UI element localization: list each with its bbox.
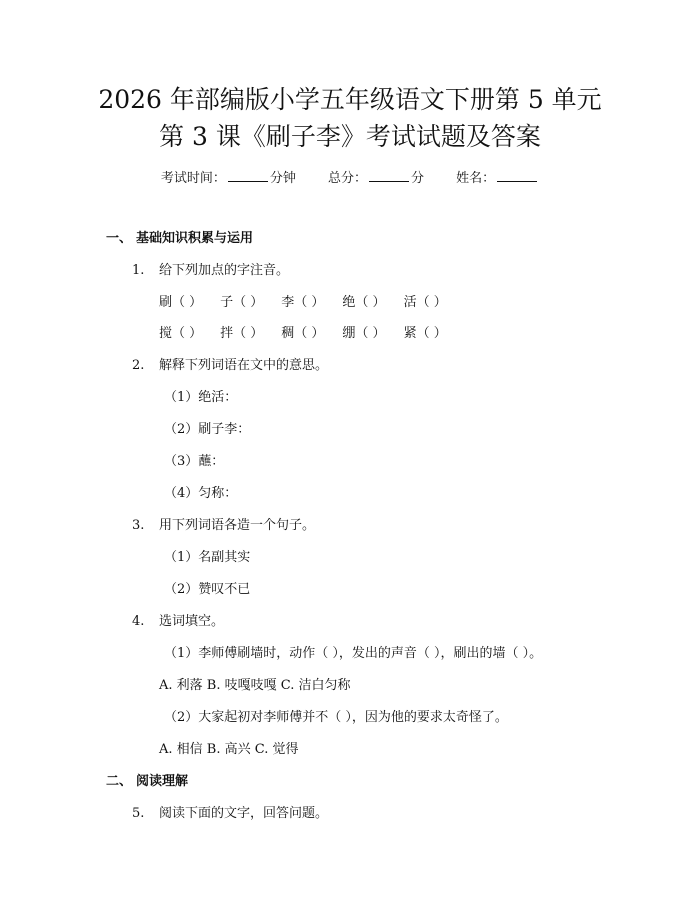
char-item: 紧（ ） xyxy=(403,326,447,341)
name-label: 姓名： xyxy=(456,171,496,186)
question-4 xyxy=(132,613,224,631)
char-item: 子（ ） xyxy=(220,295,264,310)
question-2-item-4: （4）匀称： xyxy=(164,486,238,501)
section-heading-2 xyxy=(106,773,188,791)
char-item: 活（ ） xyxy=(403,295,447,310)
name-blank xyxy=(497,169,537,182)
total-score-blank xyxy=(369,169,409,182)
total-score-unit: 分 xyxy=(411,171,425,186)
exam-time-field xyxy=(161,167,296,186)
section-number: 二、 xyxy=(106,774,133,789)
total-score-label: 总分： xyxy=(327,171,367,186)
char-item: 搅（ ） xyxy=(159,326,203,341)
question-2-item-1: （1）绝活： xyxy=(164,390,238,405)
question-text: 解释下列词语在文中的意思。 xyxy=(159,358,329,373)
exam-time-unit: 分钟 xyxy=(269,171,296,186)
question-2 xyxy=(132,357,328,375)
question-text: 给下列加点的字注音。 xyxy=(159,263,290,278)
question-3-item-2: （2）赞叹不已 xyxy=(164,582,251,597)
total-score-field xyxy=(328,167,424,186)
char-item: 李（ ） xyxy=(281,295,325,310)
exam-title-line-2: 第 3 课《刷子李》考试试题及答案 xyxy=(159,122,541,151)
section-number: 一、 xyxy=(106,231,133,246)
char-item: 拌（ ） xyxy=(220,326,264,341)
question-number: 4. xyxy=(132,614,145,629)
question-text: 选词填空。 xyxy=(159,614,225,629)
exam-time-label: 考试时间： xyxy=(160,171,226,186)
question-4-sentence-1: （1）李师傅刷墙时，动作（ ），发出的声音（ ），刷出的墙（ ）。 xyxy=(164,646,543,661)
name-field xyxy=(456,167,539,186)
question-4-options-2: A. 相信 B. 高兴 C. 觉得 xyxy=(159,742,299,757)
char-item: 刷（ ） xyxy=(159,295,203,310)
pinyin-row-1 xyxy=(159,294,465,312)
section-title: 基础知识积累与运用 xyxy=(136,231,254,246)
question-5 xyxy=(132,805,328,823)
question-number: 3. xyxy=(132,518,145,533)
section-title: 阅读理解 xyxy=(136,774,189,789)
char-item: 稠（ ） xyxy=(281,326,325,341)
question-4-options-1: A. 利落 B. 吱嘎吱嘎 C. 洁白匀称 xyxy=(159,678,351,693)
char-item: 绝（ ） xyxy=(342,295,386,310)
question-2-item-2: （2）刷子李： xyxy=(164,422,251,437)
exam-time-blank xyxy=(228,169,268,182)
question-number: 1. xyxy=(132,263,145,278)
char-item: 绷（ ） xyxy=(342,326,386,341)
question-2-item-3: （3）蘸： xyxy=(164,454,225,469)
question-3 xyxy=(132,517,315,535)
question-1 xyxy=(132,262,289,280)
pinyin-row-2 xyxy=(159,325,465,343)
section-heading-1 xyxy=(106,230,253,248)
exam-title-line-1: 2026 年部编版小学五年级语文下册第 5 单元 xyxy=(98,85,602,114)
exam-meta xyxy=(0,167,700,186)
question-4-sentence-2: （2）大家起初对李师傅并不（ ），因为他的要求太奇怪了。 xyxy=(164,710,508,725)
question-text: 用下列词语各造一个句子。 xyxy=(159,518,316,533)
question-number: 5. xyxy=(132,806,145,821)
question-text: 阅读下面的文字，回答问题。 xyxy=(159,806,329,821)
question-3-item-1: （1）名副其实 xyxy=(164,550,251,565)
question-number: 2. xyxy=(132,358,145,373)
